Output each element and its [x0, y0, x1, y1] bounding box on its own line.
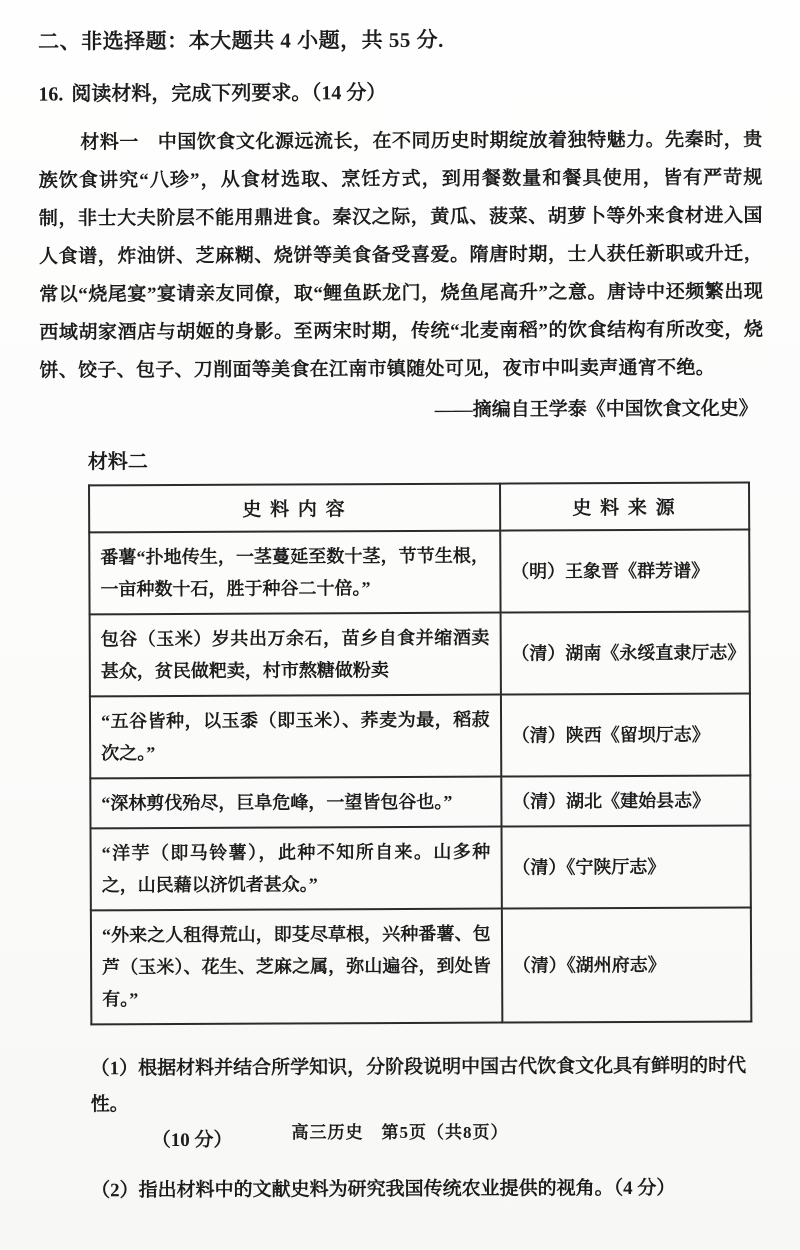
section-header: 二、非选择题：本大题共 4 小题，共 55 分.: [38, 27, 444, 54]
header-content-column: 史 料 内 容: [89, 484, 500, 533]
material-one-paragraph: [38, 121, 763, 390]
historical-sources-table: [88, 481, 752, 1025]
sub-question-2: [91, 1170, 767, 1209]
table-row: [89, 529, 749, 614]
table-header: [89, 482, 749, 532]
row-content: “五谷皆种，以玉黍（即玉米）、荞麦为最，稻菽次之。”: [90, 695, 501, 779]
table-body: [89, 529, 751, 1024]
row-source: （清）湖南《永绥直隶厅志》: [500, 611, 750, 694]
sub-question-1-text: （1）根据材料并结合所学知识，分阶段说明中国古代饮食文化具有鲜明的时代性。: [90, 1055, 747, 1116]
row-content: “外来之人租得荒山，即芟尽草根，兴种番薯、包芦（玉米）、花生、芝麻之属，弥山遍谷，到处皆有。”: [91, 909, 502, 1025]
table-row: [90, 693, 750, 778]
row-source: （清）《宁陕厅志》: [501, 825, 751, 908]
table-row: [91, 825, 751, 910]
row-content: “深林剪伐殆尽，巨阜危峰，一望皆包谷也。”: [90, 777, 501, 829]
row-source: （清）《湖州府志》: [502, 907, 752, 1022]
sub-question-1-score: （10 分）: [151, 1129, 233, 1152]
question-16-heading: [38, 74, 762, 106]
page-content: [38, 22, 767, 1209]
sub-question-2-text: （2）指出材料中的文献史料为研究我国传统农业提供的视角。（4 分）: [91, 1177, 676, 1202]
material-one-label: 材料一: [80, 132, 139, 154]
material-one-attribution: ——摘编自王学泰《中国饮食文化史》: [434, 398, 758, 421]
header-source-column: 史 料 来 源: [500, 482, 750, 530]
row-source: （清）湖北《建始县志》: [501, 775, 751, 826]
material-two-label: 材料二: [87, 451, 148, 474]
row-content: 包谷（玉米）岁共出万余石，苗乡自食并缩酒卖甚众，贫民做粑卖，村市熬糖做粉卖: [90, 613, 501, 697]
table-header-row: [89, 482, 749, 532]
table-row: [90, 775, 750, 828]
question-number: 16.: [38, 83, 64, 106]
material-one-text: 中国饮食文化源远流长，在不同历史时期绽放着独特魅力。先秦时，贵族饮食讲究“八珍”，从食材选取、烹饪方式，到用餐数量和餐具使用，皆有严苛规制，非士大夫阶层不能用鼎进食。秦汉之际，黄瓜、菠菜、胡萝卜等外来食材进入国人食谱，炸油饼、芝麻糊、烧饼等美食备受喜爱。隋唐时期，士人获任新职或升迁，常以“烧尾宴”宴请亲友同僚，取“鲤鱼跃龙门，烧鱼尾高升”之意。唐诗中还频繁出现西域胡家酒店与胡姬的身影。至两宋时期，传统“北麦南稻”的饮食结构有所改变，烧饼、饺子、包子、刀削面等美食在江南市镇随处可见，夜市中叫卖声通宵不绝。: [38, 129, 764, 382]
row-source: （清）陕西《留坝厅志》: [501, 693, 751, 776]
table-row: [91, 907, 751, 1024]
page-footer: 高三历史 第5页（共8页）: [291, 1123, 509, 1142]
row-source: （明）王象晋《群芳谱》: [500, 529, 750, 612]
row-content: 番薯“扑地传生，一茎蔓延至数十茎，节节生根，一亩种数十石，胜于种谷二十倍。”: [89, 531, 500, 615]
table-row: [90, 611, 750, 696]
question-intro: 阅读材料，完成下列要求。（14 分）: [71, 82, 387, 106]
row-content: “洋芋（即马铃薯），此种不知所自来。山多种之，山民藉以济饥者甚众。”: [91, 827, 502, 911]
